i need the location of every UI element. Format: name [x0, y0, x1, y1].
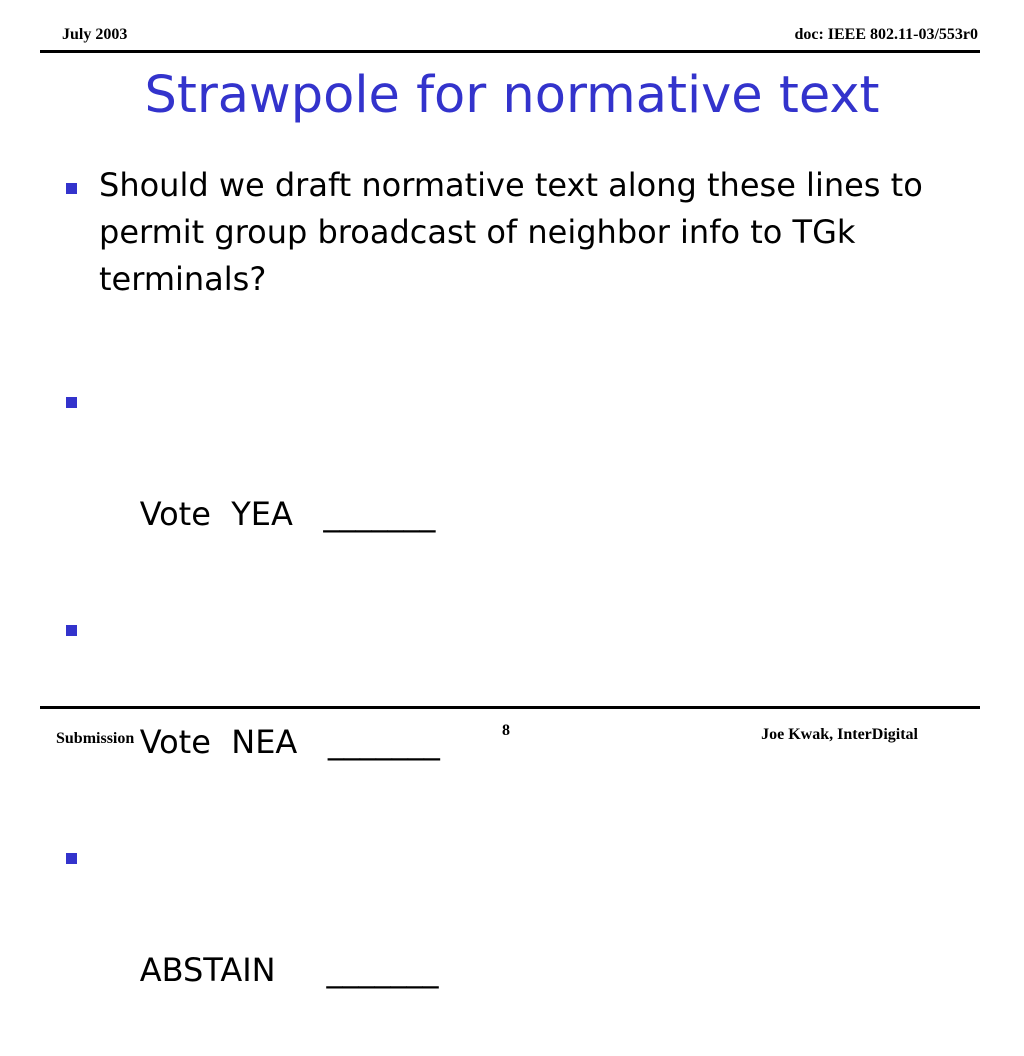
square-bullet-icon [66, 397, 77, 408]
footer-author: Joe Kwak, InterDigital [761, 726, 918, 743]
bullet-list [60, 162, 990, 1056]
header-rule [40, 50, 980, 53]
bullet-question-text: Should we draft normative text along these lines to permit group broadcast of neighbor info to TGk terminals? [99, 166, 923, 298]
bullet-vote-yea-text: Vote YEA _______ [139, 495, 436, 533]
header-doc-id: doc: IEEE 802.11-03/553r0 [794, 26, 978, 43]
bullet-abstain-text: ABSTAIN _______ [139, 951, 439, 989]
bullet-abstain [60, 828, 990, 1056]
bullet-vote-nea-text: Vote NEA _______ [139, 723, 440, 761]
footer-rule [40, 706, 980, 709]
footer-submission: Submission [56, 730, 135, 747]
square-bullet-icon [66, 183, 77, 194]
square-bullet-icon [66, 853, 77, 864]
bullet-spacer [60, 303, 990, 372]
square-bullet-icon [66, 625, 77, 636]
bullet-question [60, 162, 990, 303]
bullet-vote-nea [60, 600, 990, 828]
slide-title: Strawpole for normative text [144, 66, 880, 125]
bullet-vote-yea [60, 372, 990, 600]
header-date: July 2003 [62, 26, 128, 43]
page-number: 8 [502, 722, 510, 739]
